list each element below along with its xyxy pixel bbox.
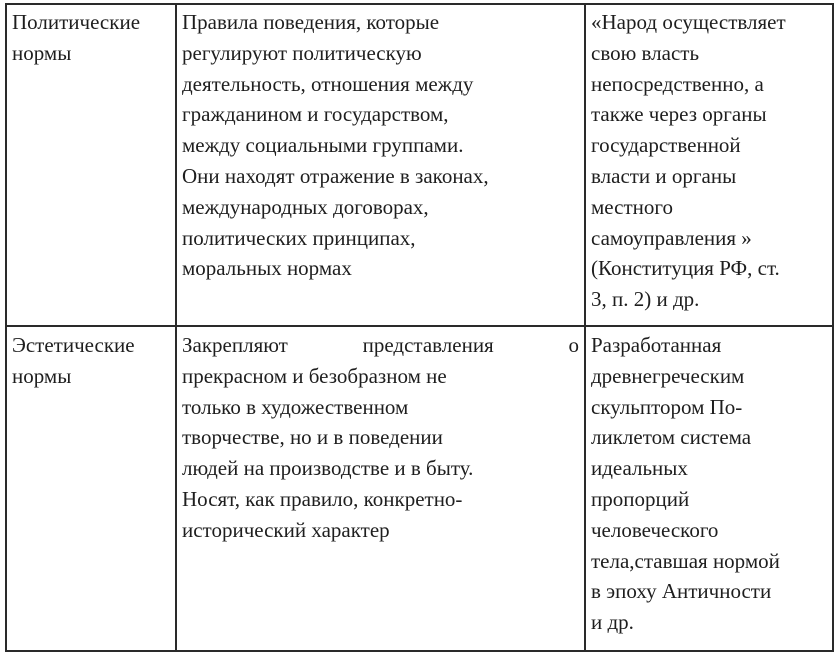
cell-line: исторический характер <box>182 517 390 542</box>
cell-line: власти и органы <box>591 163 737 188</box>
cell-line: творчестве, но и в поведении <box>182 425 443 450</box>
cell-line: (Конституция РФ, ст. <box>591 256 780 281</box>
cell-line: нормы <box>12 40 72 65</box>
cell-line: Эстетические <box>12 333 135 357</box>
table-row <box>6 326 833 651</box>
cell-line: ликлетом система <box>591 425 752 450</box>
cell-line: только в художественном <box>182 394 409 419</box>
norm-type-cell <box>6 326 176 651</box>
cell-line: гражданином и государством, <box>182 102 449 127</box>
cell-line: регулируют политическую <box>182 40 422 65</box>
norm-description-cell <box>176 326 585 651</box>
cell-line: в эпоху Античности <box>591 579 772 604</box>
cell-line: Правила поведения, которые <box>182 10 440 34</box>
cell-line: непосредственно, а <box>591 71 764 96</box>
cell-line: людей на производстве и в быту. <box>182 456 474 481</box>
cell-line: местного <box>591 194 673 219</box>
norm-description-cell <box>176 4 585 326</box>
cell-line: человеческого <box>591 517 719 542</box>
cell-line: самоуправления » <box>591 225 752 250</box>
cell-line: свою власть <box>591 40 700 65</box>
cell-line: скульптором По- <box>591 394 743 419</box>
cell-line: между социальными группами. <box>182 133 464 158</box>
cell-line: Они находят отражение в законах, <box>182 163 489 188</box>
norm-example-cell <box>585 326 833 651</box>
cell-line: также через органы <box>591 102 767 127</box>
cell-line: древнегреческим <box>591 363 745 388</box>
norm-type-cell <box>6 4 176 326</box>
cell-line: Разработанная <box>591 333 722 357</box>
cell-line: Политические <box>12 10 141 34</box>
cell-line: 3, п. 2) и др. <box>591 287 700 312</box>
cell-line: государственной <box>591 133 741 158</box>
cell-line: пропорций <box>591 486 690 511</box>
cell-line: идеальных <box>591 456 688 481</box>
cell-line: деятельность, отношения между <box>182 71 474 96</box>
cell-line: прекрасном и безобразном не <box>182 363 447 388</box>
cell-line: Носят, как правило, конкретно- <box>182 486 463 511</box>
cell-line: нормы <box>12 363 72 388</box>
cell-line: международных договорах, <box>182 194 429 219</box>
norms-table <box>5 3 834 652</box>
table-row <box>6 4 833 326</box>
cell-line: Закрепляют представления о <box>182 333 579 357</box>
cell-line: моральных нормах <box>182 256 352 281</box>
cell-line: политических принципах, <box>182 225 416 250</box>
cell-line: и др. <box>591 610 634 635</box>
norm-example-cell <box>585 4 833 326</box>
cell-line: «Народ осуществляет <box>591 10 786 34</box>
cell-line: тела,ставшая нормой <box>591 548 780 573</box>
